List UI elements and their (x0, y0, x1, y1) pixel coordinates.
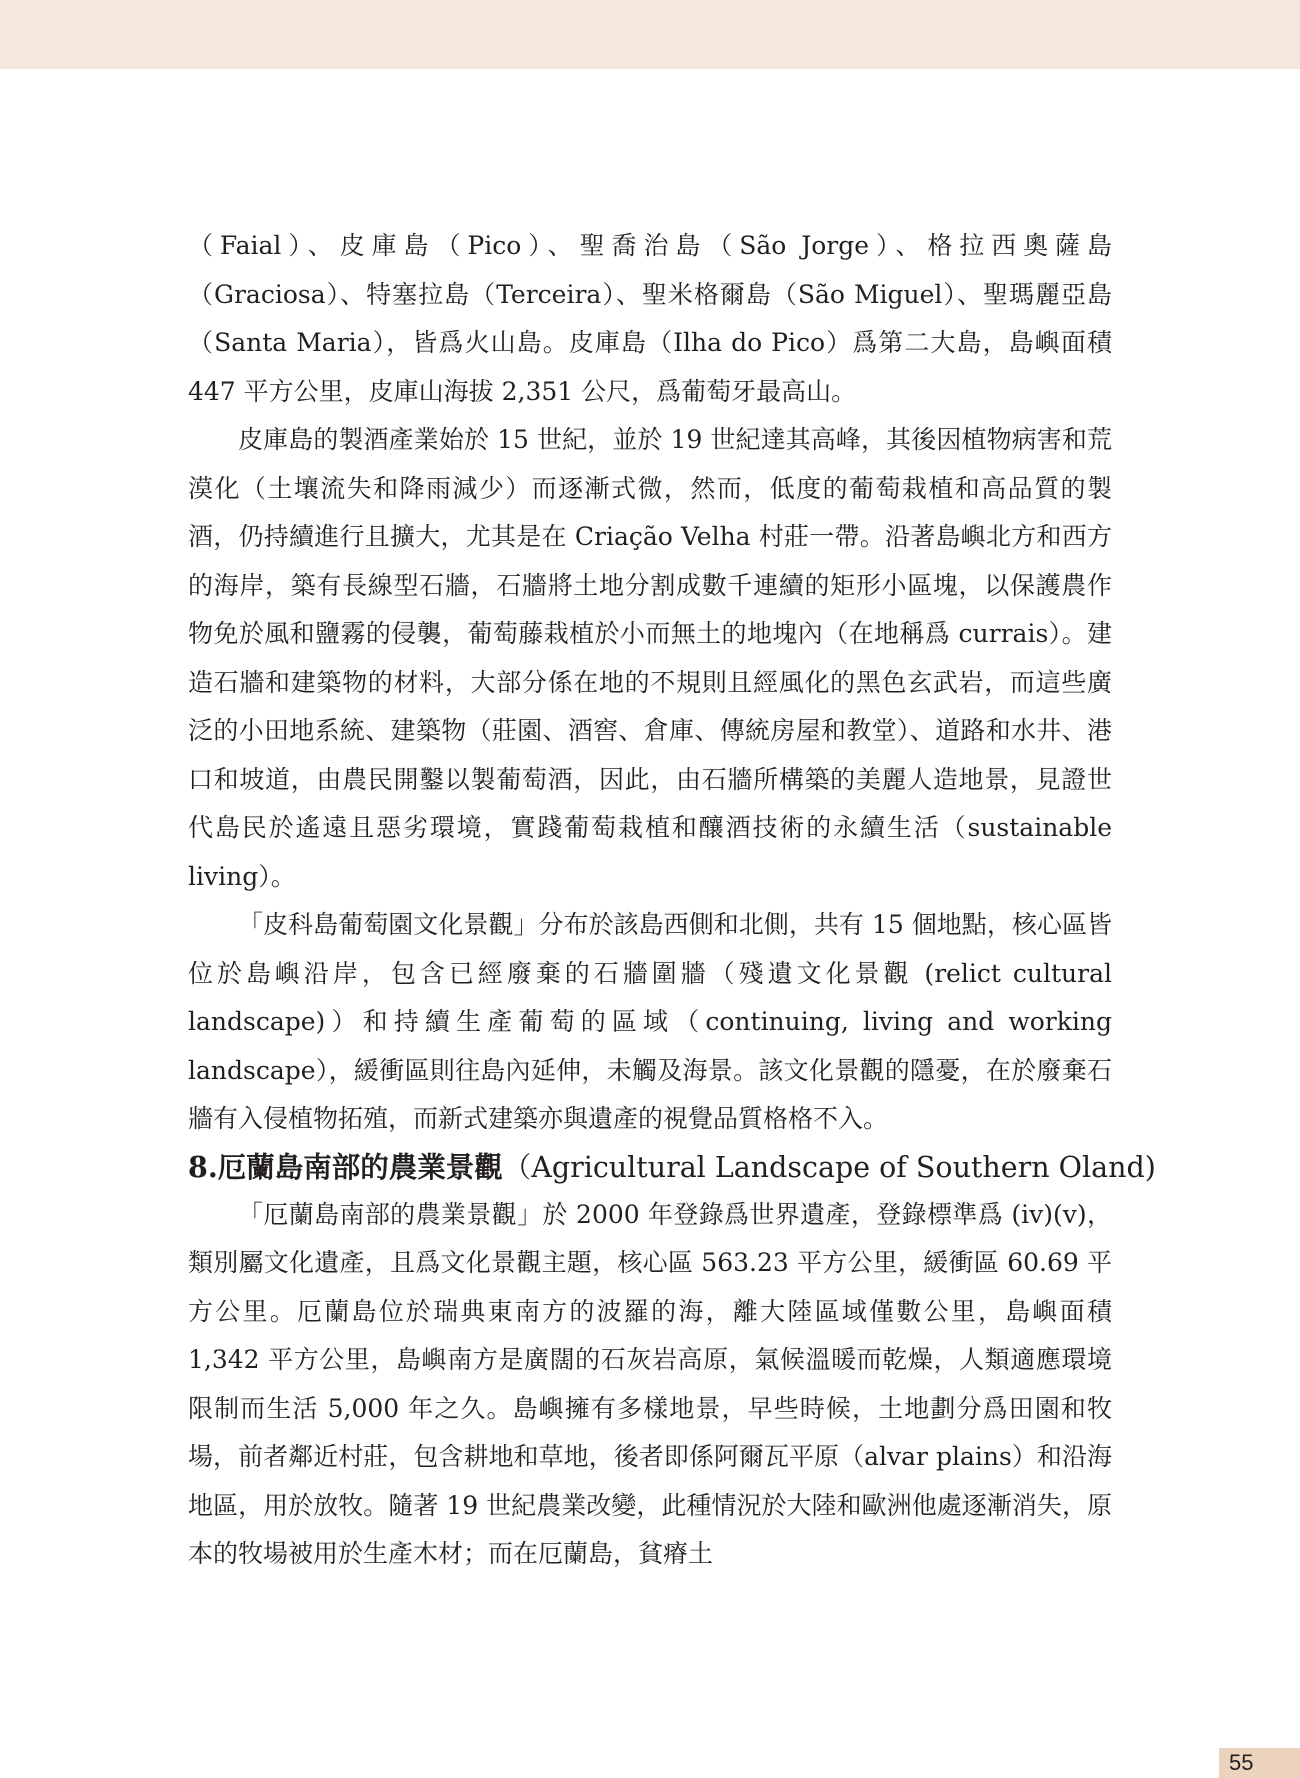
paragraph-island-list: （Faial）、皮庫島（Pico）、聖喬治島（São Jorge）、格拉西奧薩島（Graciosa）、特塞拉島（Terceira）、聖米格爾島（São Miguel）、聖瑪麗亞島（Santa Maria），皆爲火山島。皮庫島（Ilha do Pico）爲第二大島，島嶼面積 447 平方公里，皮庫山海拔 2,351 公尺，爲葡萄牙最高山。 (188, 231, 1112, 406)
paragraph-oland-landscape: 「厄蘭島南部的農業景觀」於 2000 年登錄爲世界遺產，登錄標準爲 (iv)(v)，類別屬文化遺產，且爲文化景觀主題，核心區 563.23 平方公里，緩衝區 60.69 平方公里。厄蘭島位於瑞典東南方的波羅的海，離大陸區域僅數公里，島嶼面積 1,342 平方公里，島嶼南方是廣闊的石灰岩高原，氣候溫暖而乾燥，人類適應環境限制而生活 5,000 年之久。島嶼擁有多樣地景，早些時候，土地劃分爲田園和牧場，前者鄰近村莊，包含耕地和草地，後者即係阿爾瓦平原（alvar plains）和沿海地區，用於放牧。隨著 19 世紀農業改變，此種情況於大陸和歐洲他處逐漸消失，原本的牧場被用於生產木材；而在厄蘭島，貧瘠土 (188, 1199, 1112, 1568)
page-number: 55 (1219, 1748, 1300, 1778)
page-body (188, 222, 1156, 1579)
header-band (0, 0, 1300, 69)
section-heading-en: （Agricultural Landscape of Southern Oland) (502, 1150, 1156, 1184)
section-heading-zh: 8.厄蘭島南部的農業景觀 (188, 1149, 503, 1184)
paragraph-pico-vineyard-landscape: 「皮科島葡萄園文化景觀」分布於該島西側和北側，共有 15 個地點，核心區皆位於島嶼沿岸，包含已經廢棄的石牆圍牆（殘遺文化景觀 (relict cultural landscape)）和持續生產葡萄的區域（continuing, living and working landscape），緩衝區則往島內延伸，未觸及海景。該文化景觀的隱憂，在於廢棄石牆有入侵植物拓殖，而新式建築亦與遺產的視覺品質格格不入。 (188, 910, 1112, 1133)
section-heading (188, 1144, 1156, 1191)
paragraph-pico-winemaking: 皮庫島的製酒產業始於 15 世紀，並於 19 世紀達其高峰，其後因植物病害和荒漠化（土壤流失和降雨減少）而逐漸式微，然而，低度的葡萄栽植和高品質的製酒，仍持續進行且擴大，尤其是在 Criação Velha 村莊一帶。沿著島嶼北方和西方的海岸，築有長線型石牆，石牆將土地分割成數千連續的矩形小區塊，以保護農作物免於風和鹽霧的侵襲，葡萄藤栽植於小而無土的地塊內（在地稱爲 currais）。建造石牆和建築物的材料，大部分係在地的不規則且經風化的黑色玄武岩，而這些廣泛的小田地系統、建築物（莊園、酒窖、倉庫、傳統房屋和教堂）、道路和水井、港口和坡道，由農民開鑿以製葡萄酒，因此，由石牆所構築的美麗人造地景，見證世代島民於遙遠且惡劣環境，實踐葡萄栽植和釀酒技術的永續生活（sustainable living）。 (188, 425, 1112, 891)
